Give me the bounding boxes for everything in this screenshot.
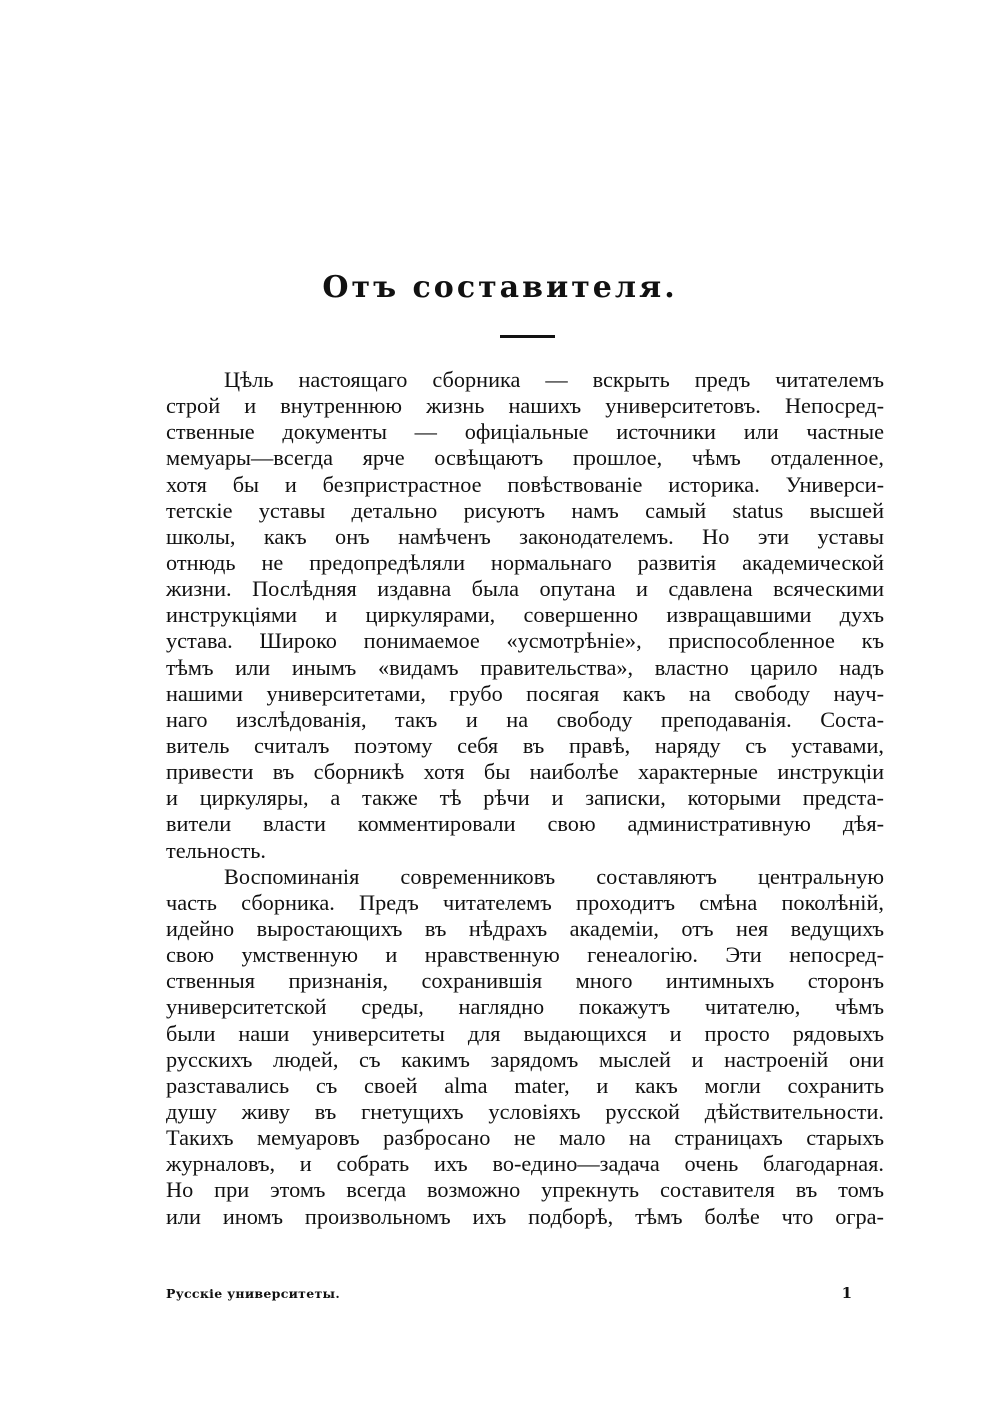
text-line: мемуары—всегда ярче освѣщаютъ прошлое, чѣмъ отдаленное, xyxy=(166,445,884,471)
text-line: или иномъ произвольномъ ихъ подборѣ, тѣмъ болѣе что огра- xyxy=(166,1203,884,1229)
text-line: ственные документы — офиціальные источники или частные xyxy=(166,419,884,445)
text-line: жизни. Послѣдняя издавна была опутана и сдавлена всяческими xyxy=(166,576,884,602)
text-line: строй и внутреннюю жизнь нашихъ университетовъ. Непосред- xyxy=(166,393,884,419)
text-line: Цѣль настоящаго сборника — вскрыть предъ читателемъ xyxy=(224,367,884,392)
text-line: идейно выростающихъ въ нѣдрахъ академіи, отъ нея ведущихъ xyxy=(166,915,884,941)
footer-signature: Русскіе университеты. xyxy=(166,1286,341,1301)
text-line: свою умственную и нравственную генеалогію. Эти непосред- xyxy=(166,942,884,968)
body-text xyxy=(166,367,884,1230)
text-line: Воспоминанія современниковъ составляютъ центральную xyxy=(224,863,884,889)
text-line: хотя бы и безпристрастное повѣствованіе историка. Универси- xyxy=(166,471,884,497)
text-line: отнюдь не предопредѣляли нормальнаго развитія академической xyxy=(166,549,884,575)
text-line: часть сборника. Предъ читателемъ проходитъ смѣна поколѣній, xyxy=(166,889,884,915)
text-line: и циркуляры, а также тѣ рѣчи и записки, которыми предста- xyxy=(166,785,884,811)
text-line: тетскіе уставы детально рисуютъ намъ самый status высшей xyxy=(166,497,884,523)
page-title: Отъ составителя. xyxy=(322,270,678,305)
text-line: привести въ сборникѣ хотя бы наиболѣе характерные инструкціи xyxy=(166,759,884,785)
text-line: Но при этомъ всегда возможно упрекнуть составителя въ томъ xyxy=(166,1177,884,1203)
text-line: журналовъ, и собрать ихъ во-едино—задача очень благодарная. xyxy=(166,1151,884,1177)
text-line: тѣмъ или инымъ «видамъ правительства», властно царило надъ xyxy=(166,654,884,680)
title-divider xyxy=(500,335,555,338)
text-line: школы, какъ онъ намѣченъ законодателемъ. Но эти уставы xyxy=(166,523,884,549)
text-line: Такихъ мемуаровъ разбросано не мало на страницахъ старыхъ xyxy=(166,1125,884,1151)
text-line: инструкціями и циркулярами, совершенно извращавшими духъ xyxy=(166,602,884,628)
text-line: университетской среды, наглядно покажутъ читателю, чѣмъ xyxy=(166,994,884,1020)
text-line: русскихъ людей, съ какимъ зарядомъ мыслей и настроеній они xyxy=(166,1046,884,1072)
text-line: устава. Широко понимаемое «усмотрѣніе», приспособленное къ xyxy=(166,628,884,654)
text-line: были наши университеты для выдающихся и просто рядовыхъ xyxy=(166,1020,884,1046)
paragraph-1 xyxy=(166,367,884,864)
page-number: 1 xyxy=(841,1284,852,1302)
text-line: витель считалъ поэтому себя въ правѣ, наряду съ уставами, xyxy=(166,732,884,758)
text-line: ственныя признанія, сохранившія много интимныхъ сторонъ xyxy=(166,968,884,994)
text-line: вители власти комментировали свою административную дѣя- xyxy=(166,811,884,837)
text-line: разставались съ своей alma mater, и какъ могли сохранить xyxy=(166,1072,884,1098)
text-line: тельность. xyxy=(166,837,266,863)
text-line: душу живу въ гнетущихъ условіяхъ русской дѣйствительности. xyxy=(166,1098,884,1124)
paragraph-2 xyxy=(166,864,884,1230)
text-line: нашими университетами, грубо посягая какъ на свободу науч- xyxy=(166,680,884,706)
text-line: наго изслѣдованія, такъ и на свободу преподаванія. Соста- xyxy=(166,706,884,732)
